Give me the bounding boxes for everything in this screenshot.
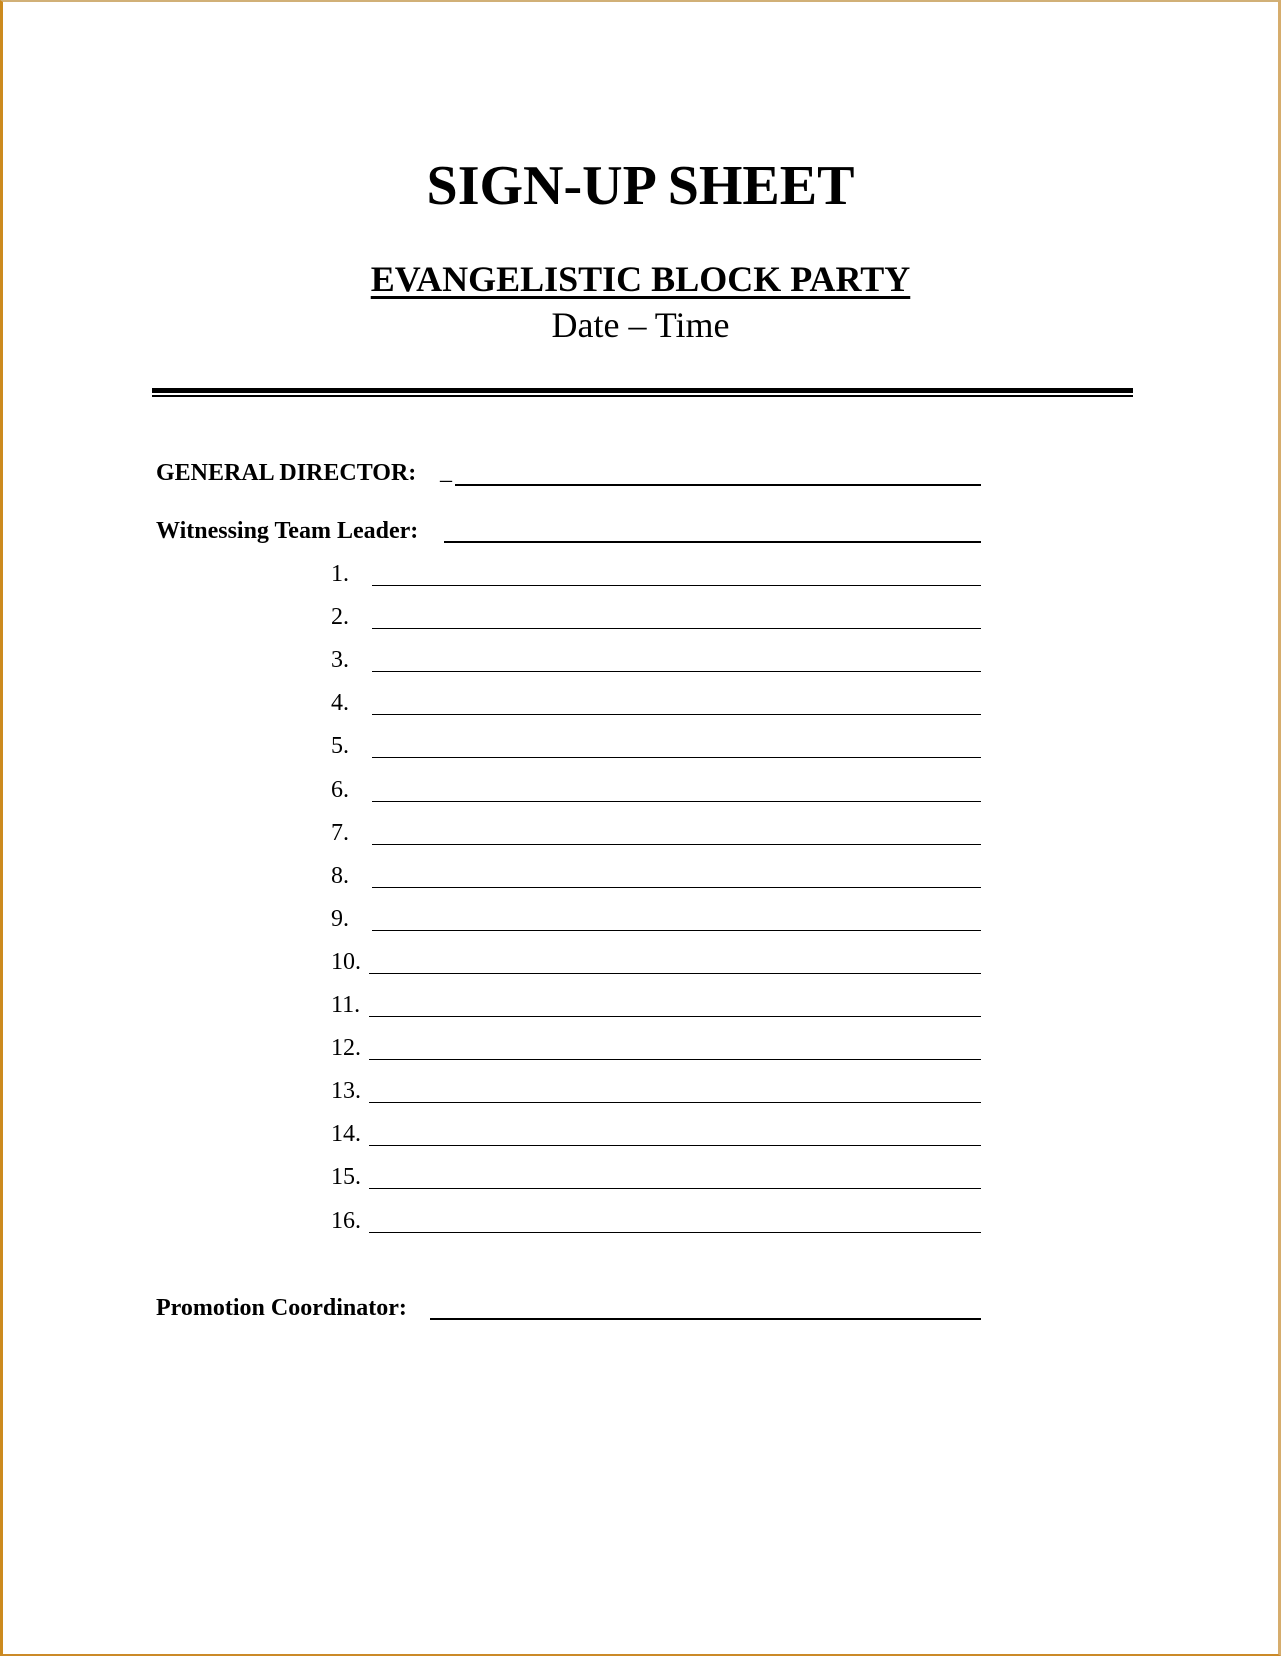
team-slot-number: 8. (331, 863, 349, 889)
header-divider (152, 388, 1133, 397)
team-slot-signature-line[interactable] (369, 1102, 981, 1103)
team-slot-number: 5. (331, 733, 349, 759)
team-slot-number: 14. (331, 1121, 361, 1147)
team-slot-number: 3. (331, 647, 349, 673)
team-slot-signature-line[interactable] (372, 585, 981, 586)
team-slot-number: 11. (331, 992, 361, 1018)
team-slot-signature-line[interactable] (369, 1188, 981, 1189)
general-director-underscore: _ (440, 459, 452, 485)
team-slot-signature-line[interactable] (369, 1016, 981, 1017)
event-date-time: Date – Time (551, 305, 730, 345)
team-slot-signature-line[interactable] (372, 801, 981, 802)
team-slot-number: 10. (331, 949, 361, 975)
team-slot-number: 7. (331, 820, 349, 846)
promotion-coordinator-signature-line[interactable] (430, 1318, 981, 1320)
team-slot-number: 6. (331, 777, 349, 803)
document-title: SIGN-UP SHEET (426, 155, 855, 217)
general-director-label: GENERAL DIRECTOR: (156, 460, 417, 486)
team-slot-number: 12. (331, 1035, 361, 1061)
team-slot-signature-line[interactable] (372, 930, 981, 931)
general-director-signature-line[interactable] (455, 484, 981, 486)
team-slot-signature-line[interactable] (372, 628, 981, 629)
team-slot-signature-line[interactable] (372, 887, 981, 888)
event-name-heading (3, 258, 1278, 300)
team-slot-number: 4. (331, 690, 349, 716)
team-slot-signature-line[interactable] (372, 844, 981, 845)
team-slot-signature-line[interactable] (369, 1232, 981, 1233)
team-slot-signature-line[interactable] (372, 714, 981, 715)
team-slot-number: 9. (331, 906, 349, 932)
witnessing-team-leader-label: Witnessing Team Leader: (156, 518, 419, 544)
team-slot-number: 1. (331, 561, 349, 587)
team-slot-number: 2. (331, 604, 349, 630)
team-slot-signature-line[interactable] (369, 1059, 981, 1060)
event-name: EVANGELISTIC BLOCK PARTY (370, 259, 911, 299)
team-slot-signature-line[interactable] (369, 973, 981, 974)
team-slot-signature-line[interactable] (372, 757, 981, 758)
promotion-coordinator-label: Promotion Coordinator: (156, 1295, 407, 1321)
team-slot-signature-line[interactable] (369, 1145, 981, 1146)
team-slot-number: 13. (331, 1078, 361, 1104)
witnessing-team-leader-signature-line[interactable] (444, 541, 981, 543)
team-slot-signature-line[interactable] (372, 671, 981, 672)
team-slot-number: 15. (331, 1164, 361, 1190)
team-slot-number: 16. (331, 1208, 361, 1234)
